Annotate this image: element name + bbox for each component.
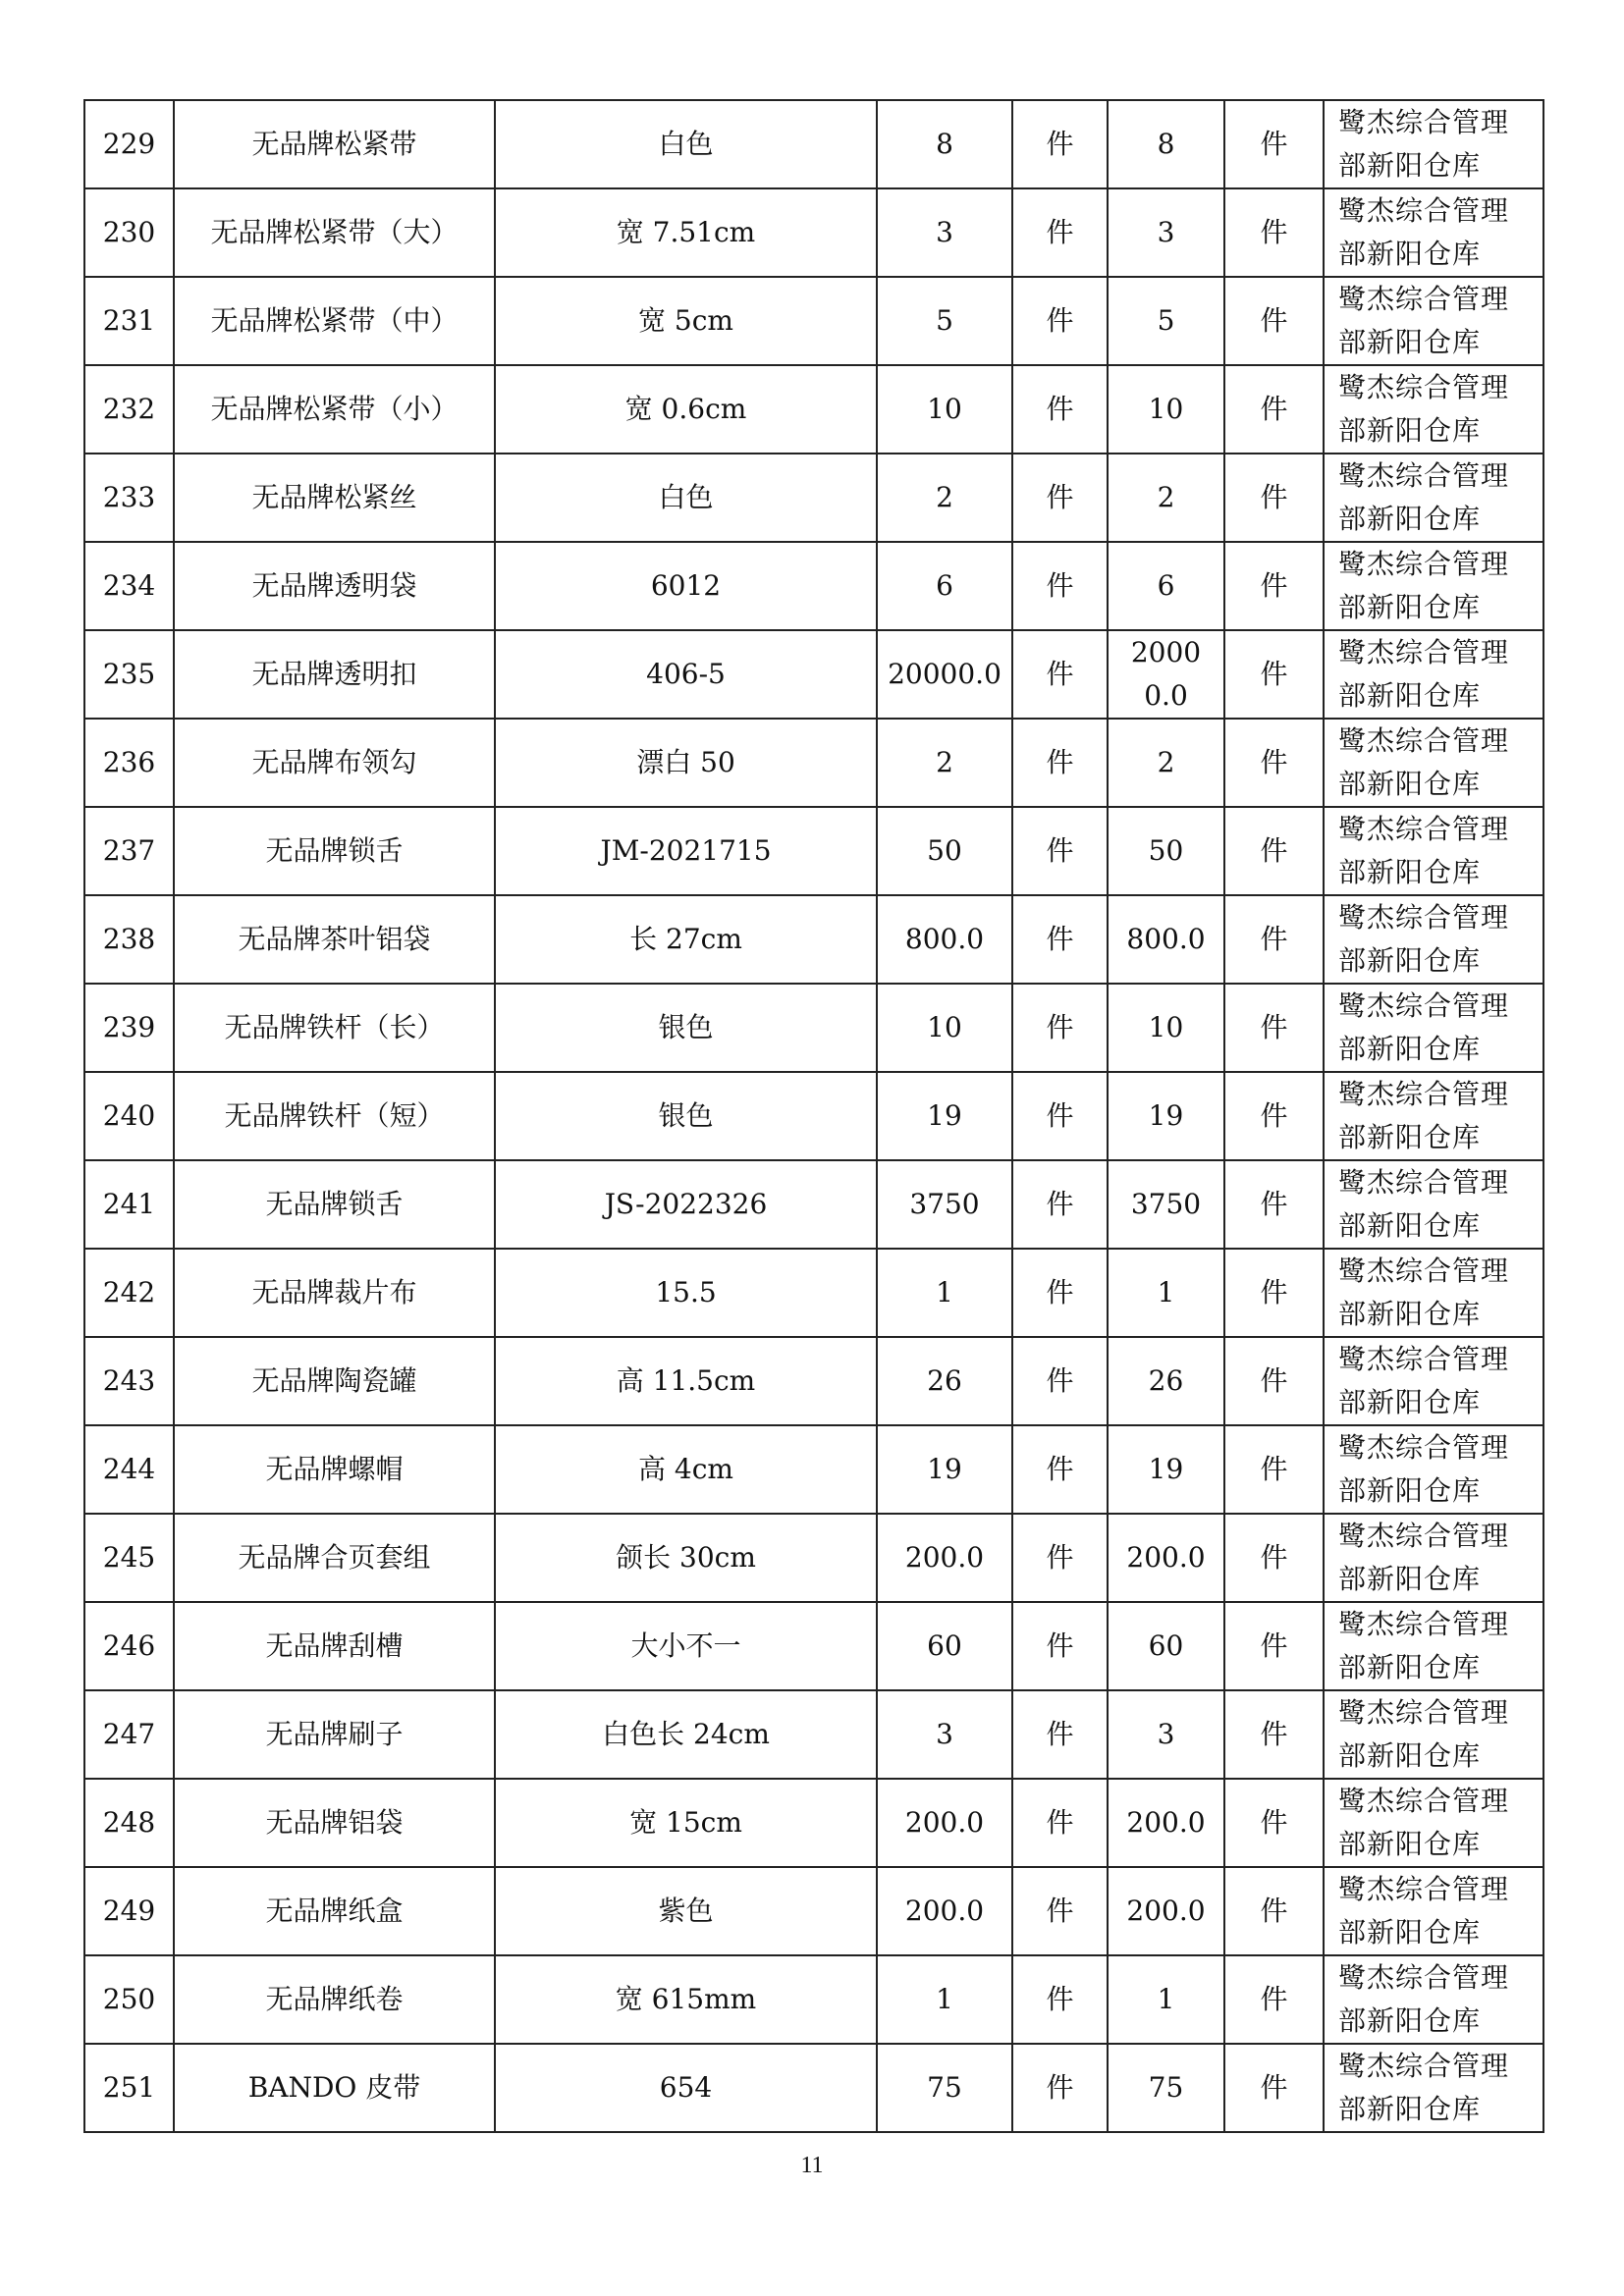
quantity-cell: 26 bbox=[877, 1337, 1012, 1425]
unit-2-cell: 件 bbox=[1224, 100, 1324, 188]
quantity-cell: 2 bbox=[877, 454, 1012, 542]
table-row bbox=[84, 807, 1543, 895]
unit-cell: 件 bbox=[1012, 1690, 1108, 1779]
storage-location-cell: 鹭杰综合管理部新阳仓库 bbox=[1324, 1690, 1543, 1779]
unit-2-cell: 件 bbox=[1224, 1337, 1324, 1425]
item-spec-cell: 宽 15cm bbox=[495, 1779, 877, 1867]
quantity-cell: 20000.0 bbox=[877, 630, 1012, 719]
unit-2-cell: 件 bbox=[1224, 188, 1324, 277]
table-row bbox=[84, 1160, 1543, 1249]
row-number-cell: 251 bbox=[84, 2044, 174, 2132]
storage-location-cell: 鹭杰综合管理部新阳仓库 bbox=[1324, 1514, 1543, 1602]
unit-2-cell: 件 bbox=[1224, 1867, 1324, 1955]
quantity-cell: 75 bbox=[877, 2044, 1012, 2132]
quantity-cell: 3 bbox=[877, 1690, 1012, 1779]
storage-location-cell: 鹭杰综合管理部新阳仓库 bbox=[1324, 2044, 1543, 2132]
table-body bbox=[84, 100, 1543, 2132]
row-number-cell: 235 bbox=[84, 630, 174, 719]
quantity-cell: 5 bbox=[877, 277, 1012, 365]
item-name-cell: 无品牌松紧带（小） bbox=[174, 365, 495, 454]
table-row bbox=[84, 1867, 1543, 1955]
quantity-2-cell: 200.0 bbox=[1108, 1779, 1224, 1867]
unit-2-cell: 件 bbox=[1224, 2044, 1324, 2132]
quantity-2-cell: 8 bbox=[1108, 100, 1224, 188]
storage-location-cell: 鹭杰综合管理部新阳仓库 bbox=[1324, 984, 1543, 1072]
table-row bbox=[84, 365, 1543, 454]
unit-cell: 件 bbox=[1012, 2044, 1108, 2132]
table-row bbox=[84, 895, 1543, 984]
unit-cell: 件 bbox=[1012, 1072, 1108, 1160]
table-row bbox=[84, 1425, 1543, 1514]
table-row bbox=[84, 1337, 1543, 1425]
unit-cell: 件 bbox=[1012, 542, 1108, 630]
item-name-cell: 无品牌布领勾 bbox=[174, 719, 495, 807]
unit-cell: 件 bbox=[1012, 630, 1108, 719]
item-name-cell: 无品牌松紧带（中） bbox=[174, 277, 495, 365]
quantity-2-cell: 75 bbox=[1108, 2044, 1224, 2132]
quantity-2-cell: 2 bbox=[1108, 719, 1224, 807]
storage-location-cell: 鹭杰综合管理部新阳仓库 bbox=[1324, 719, 1543, 807]
storage-location-cell: 鹭杰综合管理部新阳仓库 bbox=[1324, 365, 1543, 454]
unit-cell: 件 bbox=[1012, 1955, 1108, 2044]
row-number-cell: 247 bbox=[84, 1690, 174, 1779]
quantity-2-cell: 3 bbox=[1108, 188, 1224, 277]
unit-2-cell: 件 bbox=[1224, 1690, 1324, 1779]
unit-2-cell: 件 bbox=[1224, 1249, 1324, 1337]
row-number-cell: 234 bbox=[84, 542, 174, 630]
item-spec-cell: 高 11.5cm bbox=[495, 1337, 877, 1425]
item-name-cell: 无品牌铁杆（长） bbox=[174, 984, 495, 1072]
item-name-cell: 无品牌纸卷 bbox=[174, 1955, 495, 2044]
unit-2-cell: 件 bbox=[1224, 719, 1324, 807]
storage-location-cell: 鹭杰综合管理部新阳仓库 bbox=[1324, 1425, 1543, 1514]
item-spec-cell: 银色 bbox=[495, 984, 877, 1072]
storage-location-cell: 鹭杰综合管理部新阳仓库 bbox=[1324, 1072, 1543, 1160]
row-number-cell: 248 bbox=[84, 1779, 174, 1867]
unit-cell: 件 bbox=[1012, 984, 1108, 1072]
row-number-cell: 241 bbox=[84, 1160, 174, 1249]
inventory-table bbox=[83, 99, 1544, 2133]
quantity-cell: 800.0 bbox=[877, 895, 1012, 984]
item-spec-cell: 白色 bbox=[495, 100, 877, 188]
item-spec-cell: 紫色 bbox=[495, 1867, 877, 1955]
row-number-cell: 239 bbox=[84, 984, 174, 1072]
table-row bbox=[84, 984, 1543, 1072]
unit-2-cell: 件 bbox=[1224, 1425, 1324, 1514]
item-name-cell: 无品牌螺帽 bbox=[174, 1425, 495, 1514]
row-number-cell: 242 bbox=[84, 1249, 174, 1337]
unit-2-cell: 件 bbox=[1224, 984, 1324, 1072]
item-spec-cell: 宽 7.51cm bbox=[495, 188, 877, 277]
quantity-2-cell: 5 bbox=[1108, 277, 1224, 365]
storage-location-cell: 鹭杰综合管理部新阳仓库 bbox=[1324, 630, 1543, 719]
table-row bbox=[84, 719, 1543, 807]
table-row bbox=[84, 1602, 1543, 1690]
quantity-2-cell: 800.0 bbox=[1108, 895, 1224, 984]
quantity-cell: 1 bbox=[877, 1249, 1012, 1337]
row-number-cell: 231 bbox=[84, 277, 174, 365]
table-row bbox=[84, 1690, 1543, 1779]
row-number-cell: 230 bbox=[84, 188, 174, 277]
storage-location-cell: 鹭杰综合管理部新阳仓库 bbox=[1324, 188, 1543, 277]
quantity-2-cell: 3750 bbox=[1108, 1160, 1224, 1249]
table-row bbox=[84, 1955, 1543, 2044]
storage-location-cell: 鹭杰综合管理部新阳仓库 bbox=[1324, 454, 1543, 542]
storage-location-cell: 鹭杰综合管理部新阳仓库 bbox=[1324, 1602, 1543, 1690]
unit-2-cell: 件 bbox=[1224, 277, 1324, 365]
unit-cell: 件 bbox=[1012, 188, 1108, 277]
table-row bbox=[84, 2044, 1543, 2132]
unit-cell: 件 bbox=[1012, 1425, 1108, 1514]
table-row bbox=[84, 100, 1543, 188]
item-spec-cell: 654 bbox=[495, 2044, 877, 2132]
quantity-2-cell: 26 bbox=[1108, 1337, 1224, 1425]
row-number-cell: 238 bbox=[84, 895, 174, 984]
item-name-cell: 无品牌合页套组 bbox=[174, 1514, 495, 1602]
table-row bbox=[84, 277, 1543, 365]
unit-2-cell: 件 bbox=[1224, 365, 1324, 454]
unit-cell: 件 bbox=[1012, 895, 1108, 984]
unit-2-cell: 件 bbox=[1224, 1072, 1324, 1160]
storage-location-cell: 鹭杰综合管理部新阳仓库 bbox=[1324, 542, 1543, 630]
storage-location-cell: 鹭杰综合管理部新阳仓库 bbox=[1324, 277, 1543, 365]
table-row bbox=[84, 454, 1543, 542]
item-spec-cell: 颌长 30cm bbox=[495, 1514, 877, 1602]
quantity-2-cell: 6 bbox=[1108, 542, 1224, 630]
quantity-2-cell: 3 bbox=[1108, 1690, 1224, 1779]
storage-location-cell: 鹭杰综合管理部新阳仓库 bbox=[1324, 1955, 1543, 2044]
storage-location-cell: 鹭杰综合管理部新阳仓库 bbox=[1324, 1160, 1543, 1249]
quantity-2-cell: 200.0 bbox=[1108, 1867, 1224, 1955]
row-number-cell: 250 bbox=[84, 1955, 174, 2044]
page-number: 11 bbox=[800, 2153, 824, 2178]
table-row bbox=[84, 1249, 1543, 1337]
item-spec-cell: 宽 5cm bbox=[495, 277, 877, 365]
quantity-cell: 10 bbox=[877, 365, 1012, 454]
table-row bbox=[84, 1072, 1543, 1160]
item-name-cell: 无品牌铁杆（短） bbox=[174, 1072, 495, 1160]
storage-location-cell: 鹭杰综合管理部新阳仓库 bbox=[1324, 1249, 1543, 1337]
unit-cell: 件 bbox=[1012, 1867, 1108, 1955]
item-spec-cell: 漂白 50 bbox=[495, 719, 877, 807]
table-row bbox=[84, 1514, 1543, 1602]
unit-2-cell: 件 bbox=[1224, 1779, 1324, 1867]
unit-2-cell: 件 bbox=[1224, 454, 1324, 542]
table-row bbox=[84, 630, 1543, 719]
unit-2-cell: 件 bbox=[1224, 542, 1324, 630]
storage-location-cell: 鹭杰综合管理部新阳仓库 bbox=[1324, 1779, 1543, 1867]
quantity-cell: 1 bbox=[877, 1955, 1012, 2044]
row-number-cell: 243 bbox=[84, 1337, 174, 1425]
item-spec-cell: 银色 bbox=[495, 1072, 877, 1160]
item-spec-cell: JM-2021715 bbox=[495, 807, 877, 895]
storage-location-cell: 鹭杰综合管理部新阳仓库 bbox=[1324, 807, 1543, 895]
item-spec-cell: 长 27cm bbox=[495, 895, 877, 984]
row-number-cell: 236 bbox=[84, 719, 174, 807]
row-number-cell: 237 bbox=[84, 807, 174, 895]
quantity-2-cell: 60 bbox=[1108, 1602, 1224, 1690]
item-name-cell: 无品牌铝袋 bbox=[174, 1779, 495, 1867]
row-number-cell: 229 bbox=[84, 100, 174, 188]
unit-2-cell: 件 bbox=[1224, 630, 1324, 719]
item-spec-cell: 宽 615mm bbox=[495, 1955, 877, 2044]
storage-location-cell: 鹭杰综合管理部新阳仓库 bbox=[1324, 1867, 1543, 1955]
item-name-cell: 无品牌刷子 bbox=[174, 1690, 495, 1779]
unit-cell: 件 bbox=[1012, 1779, 1108, 1867]
quantity-cell: 6 bbox=[877, 542, 1012, 630]
unit-cell: 件 bbox=[1012, 807, 1108, 895]
quantity-cell: 200.0 bbox=[877, 1779, 1012, 1867]
item-spec-cell: 白色长 24cm bbox=[495, 1690, 877, 1779]
item-name-cell: 无品牌陶瓷罐 bbox=[174, 1337, 495, 1425]
quantity-cell: 19 bbox=[877, 1425, 1012, 1514]
item-name-cell: 无品牌茶叶铝袋 bbox=[174, 895, 495, 984]
storage-location-cell: 鹭杰综合管理部新阳仓库 bbox=[1324, 1337, 1543, 1425]
table-row bbox=[84, 1779, 1543, 1867]
unit-cell: 件 bbox=[1012, 1602, 1108, 1690]
quantity-2-cell: 1 bbox=[1108, 1955, 1224, 2044]
unit-2-cell: 件 bbox=[1224, 895, 1324, 984]
unit-cell: 件 bbox=[1012, 1249, 1108, 1337]
row-number-cell: 246 bbox=[84, 1602, 174, 1690]
item-name-cell: 无品牌裁片布 bbox=[174, 1249, 495, 1337]
quantity-2-cell: 10 bbox=[1108, 365, 1224, 454]
item-name-cell: 无品牌纸盒 bbox=[174, 1867, 495, 1955]
item-name-cell: 无品牌透明扣 bbox=[174, 630, 495, 719]
quantity-cell: 10 bbox=[877, 984, 1012, 1072]
quantity-2-cell: 19 bbox=[1108, 1425, 1224, 1514]
storage-location-cell: 鹭杰综合管理部新阳仓库 bbox=[1324, 895, 1543, 984]
unit-cell: 件 bbox=[1012, 100, 1108, 188]
item-name-cell: 无品牌松紧丝 bbox=[174, 454, 495, 542]
unit-2-cell: 件 bbox=[1224, 1160, 1324, 1249]
unit-2-cell: 件 bbox=[1224, 1602, 1324, 1690]
quantity-2-cell: 50 bbox=[1108, 807, 1224, 895]
table-row bbox=[84, 188, 1543, 277]
storage-location-cell: 鹭杰综合管理部新阳仓库 bbox=[1324, 100, 1543, 188]
item-name-cell: 无品牌刮槽 bbox=[174, 1602, 495, 1690]
quantity-cell: 8 bbox=[877, 100, 1012, 188]
unit-2-cell: 件 bbox=[1224, 807, 1324, 895]
row-number-cell: 233 bbox=[84, 454, 174, 542]
row-number-cell: 244 bbox=[84, 1425, 174, 1514]
item-spec-cell: 6012 bbox=[495, 542, 877, 630]
item-spec-cell: 白色 bbox=[495, 454, 877, 542]
quantity-2-cell: 1 bbox=[1108, 1249, 1224, 1337]
row-number-cell: 240 bbox=[84, 1072, 174, 1160]
item-name-cell: BANDO 皮带 bbox=[174, 2044, 495, 2132]
quantity-cell: 19 bbox=[877, 1072, 1012, 1160]
quantity-2-cell: 10 bbox=[1108, 984, 1224, 1072]
table-row bbox=[84, 542, 1543, 630]
item-spec-cell: JS-2022326 bbox=[495, 1160, 877, 1249]
unit-cell: 件 bbox=[1012, 454, 1108, 542]
unit-cell: 件 bbox=[1012, 719, 1108, 807]
row-number-cell: 249 bbox=[84, 1867, 174, 1955]
unit-cell: 件 bbox=[1012, 365, 1108, 454]
quantity-cell: 50 bbox=[877, 807, 1012, 895]
unit-cell: 件 bbox=[1012, 1160, 1108, 1249]
item-spec-cell: 大小不一 bbox=[495, 1602, 877, 1690]
quantity-cell: 200.0 bbox=[877, 1867, 1012, 1955]
quantity-cell: 2 bbox=[877, 719, 1012, 807]
quantity-cell: 3750 bbox=[877, 1160, 1012, 1249]
quantity-cell: 3 bbox=[877, 188, 1012, 277]
unit-cell: 件 bbox=[1012, 1514, 1108, 1602]
unit-cell: 件 bbox=[1012, 277, 1108, 365]
item-name-cell: 无品牌松紧带 bbox=[174, 100, 495, 188]
unit-2-cell: 件 bbox=[1224, 1955, 1324, 2044]
quantity-2-cell: 200.0 bbox=[1108, 1514, 1224, 1602]
quantity-cell: 200.0 bbox=[877, 1514, 1012, 1602]
unit-2-cell: 件 bbox=[1224, 1514, 1324, 1602]
item-spec-cell: 406-5 bbox=[495, 630, 877, 719]
item-name-cell: 无品牌锁舌 bbox=[174, 807, 495, 895]
row-number-cell: 245 bbox=[84, 1514, 174, 1602]
item-spec-cell: 高 4cm bbox=[495, 1425, 877, 1514]
item-name-cell: 无品牌锁舌 bbox=[174, 1160, 495, 1249]
item-name-cell: 无品牌松紧带（大） bbox=[174, 188, 495, 277]
quantity-2-cell: 20000.0 bbox=[1108, 630, 1224, 719]
quantity-cell: 60 bbox=[877, 1602, 1012, 1690]
quantity-2-cell: 2 bbox=[1108, 454, 1224, 542]
item-spec-cell: 宽 0.6cm bbox=[495, 365, 877, 454]
row-number-cell: 232 bbox=[84, 365, 174, 454]
unit-cell: 件 bbox=[1012, 1337, 1108, 1425]
item-spec-cell: 15.5 bbox=[495, 1249, 877, 1337]
quantity-2-cell: 19 bbox=[1108, 1072, 1224, 1160]
item-name-cell: 无品牌透明袋 bbox=[174, 542, 495, 630]
